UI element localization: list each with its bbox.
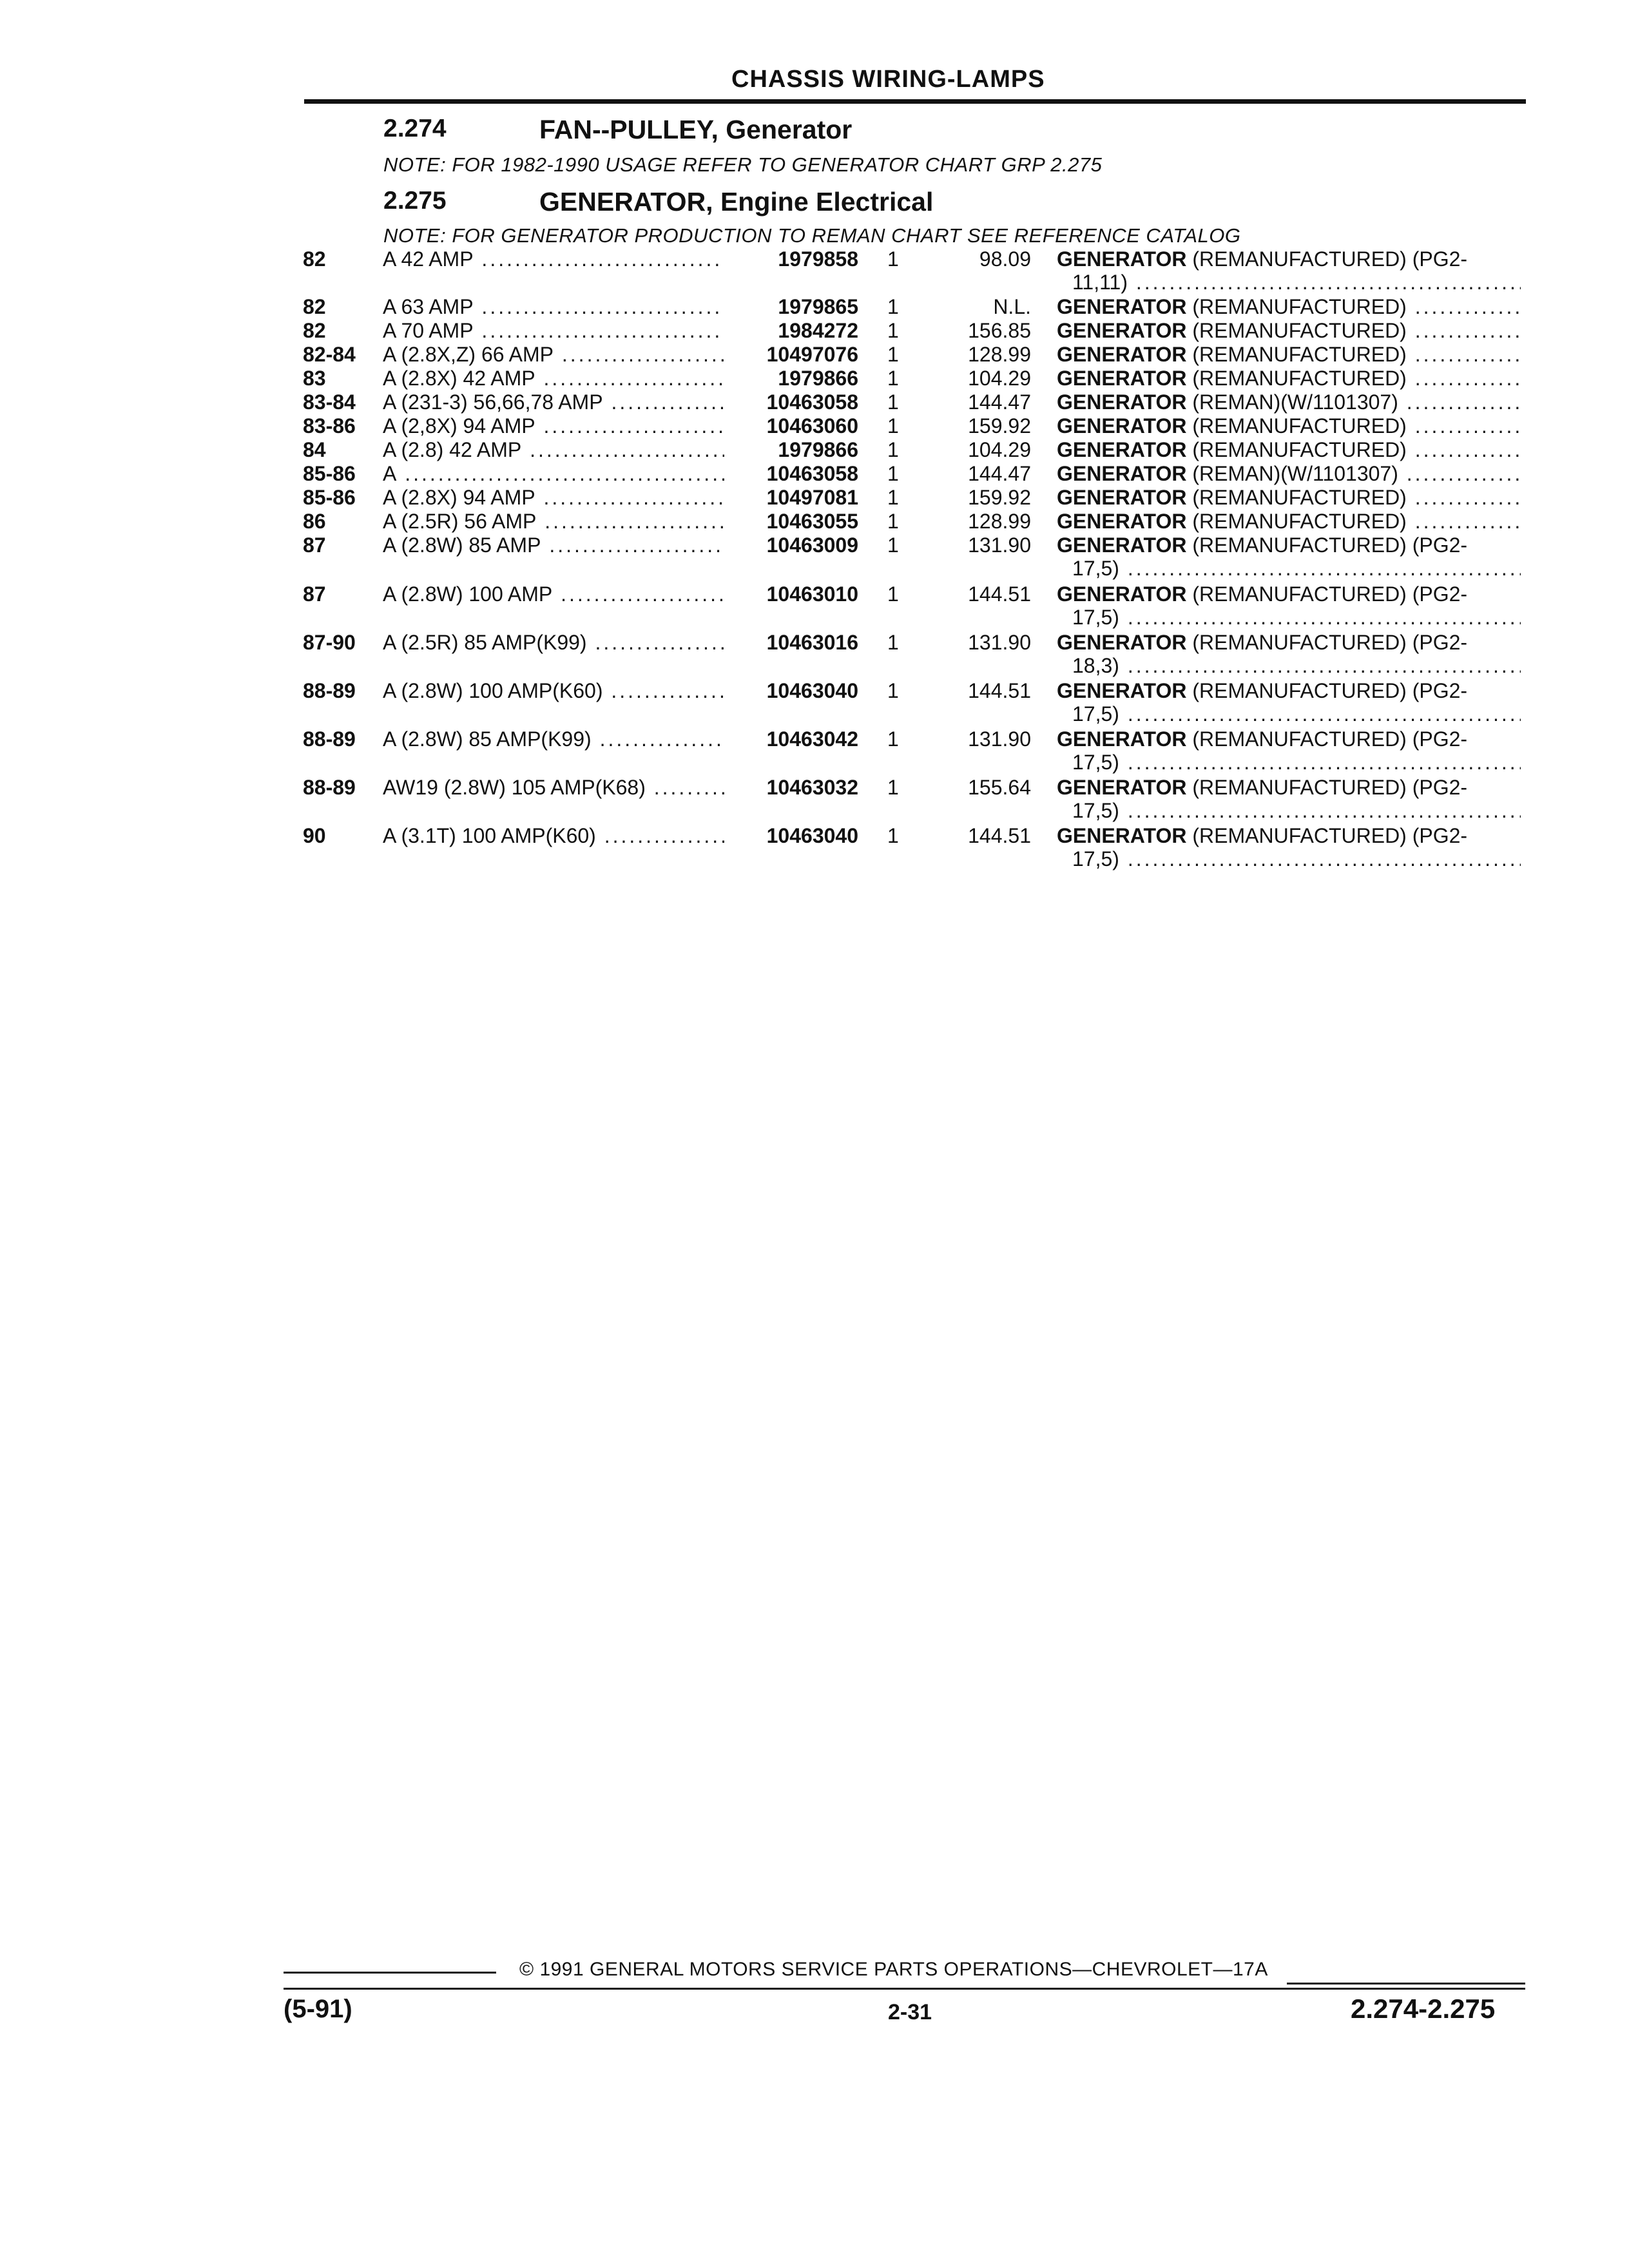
price-cell: 159.92 — [968, 486, 1031, 509]
part-detail: (REMANUFACTURED) (PG2- — [1192, 679, 1468, 702]
part-name-cell — [1057, 294, 1521, 319]
quantity-cell: 1 — [887, 390, 899, 414]
part-name-cell — [1057, 823, 1521, 848]
description-cell: A 70 AMP ..... — [383, 318, 724, 343]
description-cell: A (2,8X) 94 AMP ..... — [383, 414, 724, 438]
part-name-cell — [1057, 509, 1521, 533]
quantity-cell: 1 — [887, 824, 899, 847]
part-detail-continuation: 17,5) ..... — [1072, 556, 1521, 581]
part-name-cell — [1057, 775, 1521, 800]
price-cell: 144.47 — [968, 390, 1031, 414]
table-row — [0, 342, 1629, 367]
group-number-2-274: 2.274 — [383, 115, 447, 142]
year-cell: 82 — [303, 247, 326, 271]
year-cell: 82-84 — [303, 343, 356, 366]
part-detail: (REMANUFACTURED) (PG2- — [1192, 631, 1468, 654]
part-name: GENERATOR — [1057, 510, 1187, 533]
year-cell: 85-86 — [303, 486, 356, 509]
quantity-cell: 1 — [887, 295, 899, 318]
part-name-cell — [1057, 366, 1521, 390]
description-cell: A (2.5R) 85 AMP(K99) ..... — [383, 630, 724, 655]
table-row — [0, 318, 1629, 343]
part-detail: (REMANUFACTURED) (PG2- — [1192, 247, 1468, 271]
price-cell: 156.85 — [968, 319, 1031, 342]
copyright-notice: © 1991 GENERAL MOTORS SERVICE PARTS OPERATIONS—CHEVROLET—17A — [519, 1959, 1268, 1980]
part-name-cell — [1057, 247, 1521, 271]
quantity-cell: 1 — [887, 727, 899, 751]
table-row — [0, 509, 1629, 533]
quantity-cell: 1 — [887, 533, 899, 557]
part-name: GENERATOR — [1057, 438, 1187, 461]
group-title-2-275: GENERATOR, Engine Electrical — [539, 187, 934, 216]
part-name: GENERATOR — [1057, 343, 1187, 366]
part-number-cell: 10497081 — [766, 486, 858, 509]
part-number-cell: 10497076 — [766, 343, 858, 366]
quantity-cell: 1 — [887, 319, 899, 342]
part-name: GENERATOR — [1057, 533, 1187, 557]
part-name-cell — [1057, 461, 1521, 486]
price-cell: 144.47 — [968, 462, 1031, 485]
price-cell: 144.51 — [968, 582, 1031, 606]
part-detail-continuation: 17,5) ..... — [1072, 702, 1521, 726]
part-number-cell: 1979866 — [778, 367, 858, 390]
part-number-cell: 10463058 — [766, 462, 858, 485]
price-cell: 128.99 — [968, 510, 1031, 533]
description-cell: A ..... — [383, 461, 724, 486]
table-row — [0, 461, 1629, 486]
quantity-cell: 1 — [887, 438, 899, 461]
description-cell: A (2.8W) 85 AMP ..... — [383, 533, 724, 557]
part-name-cell — [1057, 533, 1521, 557]
description-cell: A (2.8) 42 AMP ..... — [383, 437, 724, 462]
part-name: GENERATOR — [1057, 631, 1187, 654]
part-number-cell: 10463055 — [766, 510, 858, 533]
part-detail: (REMANUFACTURED) — [1192, 367, 1407, 390]
description-cell: A (2.8X) 94 AMP ..... — [383, 485, 724, 510]
part-name: GENERATOR — [1057, 727, 1187, 751]
table-row — [0, 678, 1629, 703]
part-name-cell — [1057, 437, 1521, 462]
price-cell: 104.29 — [968, 367, 1031, 390]
part-name-cell — [1057, 414, 1521, 438]
part-detail: (REMANUFACTURED) (PG2- — [1192, 727, 1468, 751]
quantity-cell: 1 — [887, 679, 899, 702]
part-number-cell: 10463042 — [766, 727, 858, 751]
table-row — [0, 294, 1629, 319]
table-row — [0, 485, 1629, 510]
price-cell: 104.29 — [968, 438, 1031, 461]
year-cell: 83 — [303, 367, 326, 390]
part-number-cell: 10463010 — [766, 582, 858, 606]
year-cell: 86 — [303, 510, 326, 533]
description-cell: A (2.8W) 85 AMP(K99) ..... — [383, 727, 724, 751]
price-cell: 155.64 — [968, 776, 1031, 799]
part-number-cell: 10463040 — [766, 679, 858, 702]
part-number-cell: 10463016 — [766, 631, 858, 654]
group-number-2-275: 2.275 — [383, 187, 447, 215]
part-detail: (REMANUFACTURED) (PG2- — [1192, 776, 1468, 799]
price-cell: 98.09 — [979, 247, 1031, 271]
part-detail: (REMANUFACTURED) — [1192, 510, 1407, 533]
part-detail-continuation: 11,11) ..... — [1072, 270, 1521, 294]
year-cell: 90 — [303, 824, 326, 847]
table-row — [0, 247, 1629, 271]
price-cell: 131.90 — [968, 631, 1031, 654]
table-row — [0, 437, 1629, 462]
part-detail: (REMANUFACTURED) (PG2- — [1192, 582, 1468, 606]
part-number-cell: 10463060 — [766, 414, 858, 437]
part-name-cell — [1057, 727, 1521, 751]
part-detail: (REMANUFACTURED) — [1192, 438, 1407, 461]
part-detail: (REMANUFACTURED) (PG2- — [1192, 824, 1468, 847]
price-cell: 131.90 — [968, 533, 1031, 557]
table-row — [0, 414, 1629, 438]
table-row — [0, 823, 1629, 848]
description-cell: A (2.8W) 100 AMP ..... — [383, 582, 724, 606]
part-number-cell: 10463058 — [766, 390, 858, 414]
footer-rule-bottom — [284, 1988, 1525, 1990]
year-cell: 88-89 — [303, 776, 356, 799]
description-cell: A (231-3) 56,66,78 AMP ..... — [383, 390, 724, 414]
part-name: GENERATOR — [1057, 776, 1187, 799]
quantity-cell: 1 — [887, 486, 899, 509]
footer-rule-right — [1287, 1983, 1525, 1984]
part-name: GENERATOR — [1057, 367, 1187, 390]
quantity-cell: 1 — [887, 631, 899, 654]
year-cell: 84 — [303, 438, 326, 461]
page-number: 2-31 — [888, 2000, 932, 2024]
table-row — [0, 775, 1629, 800]
year-cell: 87-90 — [303, 631, 356, 654]
part-name: GENERATOR — [1057, 582, 1187, 606]
price-cell: N.L. — [993, 295, 1031, 318]
quantity-cell: 1 — [887, 414, 899, 437]
part-detail-continuation: 17,5) ..... — [1072, 605, 1521, 629]
group-title-2-274: FAN--PULLEY, Generator — [539, 115, 853, 144]
part-name: GENERATOR — [1057, 414, 1187, 437]
quantity-cell: 1 — [887, 510, 899, 533]
part-detail-continuation: 17,5) ..... — [1072, 847, 1521, 871]
quantity-cell: 1 — [887, 462, 899, 485]
description-cell: AW19 (2.8W) 105 AMP(K68) ..... — [383, 775, 724, 800]
part-detail-continuation: 18,3) ..... — [1072, 653, 1521, 678]
part-number-cell: 10463032 — [766, 776, 858, 799]
price-cell: 144.51 — [968, 679, 1031, 702]
description-cell: A 42 AMP ..... — [383, 247, 724, 271]
description-cell: A 63 AMP ..... — [383, 294, 724, 319]
table-row — [0, 533, 1629, 557]
table-row — [0, 390, 1629, 414]
table-row — [0, 727, 1629, 751]
part-number-cell: 1979865 — [778, 295, 858, 318]
year-cell: 83-86 — [303, 414, 356, 437]
group-note-2-275: NOTE: FOR GENERATOR PRODUCTION TO REMAN CHART SEE REFERENCE CATALOG — [383, 224, 1241, 247]
description-cell: A (2.8X) 42 AMP ..... — [383, 366, 724, 390]
part-name-cell — [1057, 318, 1521, 343]
part-name: GENERATOR — [1057, 319, 1187, 342]
part-number-cell: 10463040 — [766, 824, 858, 847]
part-name-cell — [1057, 485, 1521, 510]
parts-table — [0, 0, 1629, 902]
part-number-cell: 1979858 — [778, 247, 858, 271]
quantity-cell: 1 — [887, 776, 899, 799]
part-detail: (REMANUFACTURED) — [1192, 414, 1407, 437]
edition-date: (5-91) — [284, 1995, 352, 2023]
part-number-cell: 1984272 — [778, 319, 858, 342]
part-detail: (REMAN)(W/1101307) — [1192, 390, 1398, 414]
part-detail: (REMANUFACTURED) — [1192, 486, 1407, 509]
part-name: GENERATOR — [1057, 295, 1187, 318]
group-note-2-274: NOTE: FOR 1982-1990 USAGE REFER TO GENERATOR CHART GRP 2.275 — [383, 153, 1103, 176]
footer-rule-left — [284, 1972, 496, 1974]
description-cell: A (3.1T) 100 AMP(K60) ..... — [383, 823, 724, 848]
part-detail: (REMANUFACTURED) (PG2- — [1192, 533, 1468, 557]
part-name: GENERATOR — [1057, 462, 1187, 485]
part-name: GENERATOR — [1057, 390, 1187, 414]
part-name-cell — [1057, 678, 1521, 703]
description-cell: A (2.8X,Z) 66 AMP ..... — [383, 342, 724, 367]
quantity-cell: 1 — [887, 343, 899, 366]
description-cell: A (2.5R) 56 AMP ..... — [383, 509, 724, 533]
part-name-cell — [1057, 342, 1521, 367]
year-cell: 87 — [303, 533, 326, 557]
table-row — [0, 582, 1629, 606]
part-name: GENERATOR — [1057, 824, 1187, 847]
price-cell: 128.99 — [968, 343, 1031, 366]
table-row — [0, 630, 1629, 655]
year-cell: 88-89 — [303, 679, 356, 702]
year-cell: 82 — [303, 319, 326, 342]
part-detail: (REMAN)(W/1101307) — [1192, 462, 1398, 485]
price-cell: 131.90 — [968, 727, 1031, 751]
year-cell: 88-89 — [303, 727, 356, 751]
price-cell: 144.51 — [968, 824, 1031, 847]
part-detail-continuation: 17,5) ..... — [1072, 750, 1521, 774]
year-cell: 83-84 — [303, 390, 356, 414]
part-number-cell: 1979866 — [778, 438, 858, 461]
description-cell: A (2.8W) 100 AMP(K60) ..... — [383, 678, 724, 703]
quantity-cell: 1 — [887, 582, 899, 606]
quantity-cell: 1 — [887, 367, 899, 390]
part-detail: (REMANUFACTURED) — [1192, 319, 1407, 342]
chapter-title: CHASSIS WIRING-LAMPS — [731, 66, 1045, 93]
part-number-cell: 10463009 — [766, 533, 858, 557]
year-cell: 87 — [303, 582, 326, 606]
part-detail: (REMANUFACTURED) — [1192, 295, 1407, 318]
price-cell: 159.92 — [968, 414, 1031, 437]
table-row — [0, 366, 1629, 390]
part-detail: (REMANUFACTURED) — [1192, 343, 1407, 366]
year-cell: 82 — [303, 295, 326, 318]
part-detail-continuation: 17,5) ..... — [1072, 798, 1521, 823]
part-name: GENERATOR — [1057, 247, 1187, 271]
part-name-cell — [1057, 582, 1521, 606]
group-range: 2.274-2.275 — [1351, 1994, 1496, 2024]
quantity-cell: 1 — [887, 247, 899, 271]
part-name-cell — [1057, 390, 1521, 414]
part-name-cell — [1057, 630, 1521, 655]
year-cell: 85-86 — [303, 462, 356, 485]
part-name: GENERATOR — [1057, 486, 1187, 509]
part-name: GENERATOR — [1057, 679, 1187, 702]
